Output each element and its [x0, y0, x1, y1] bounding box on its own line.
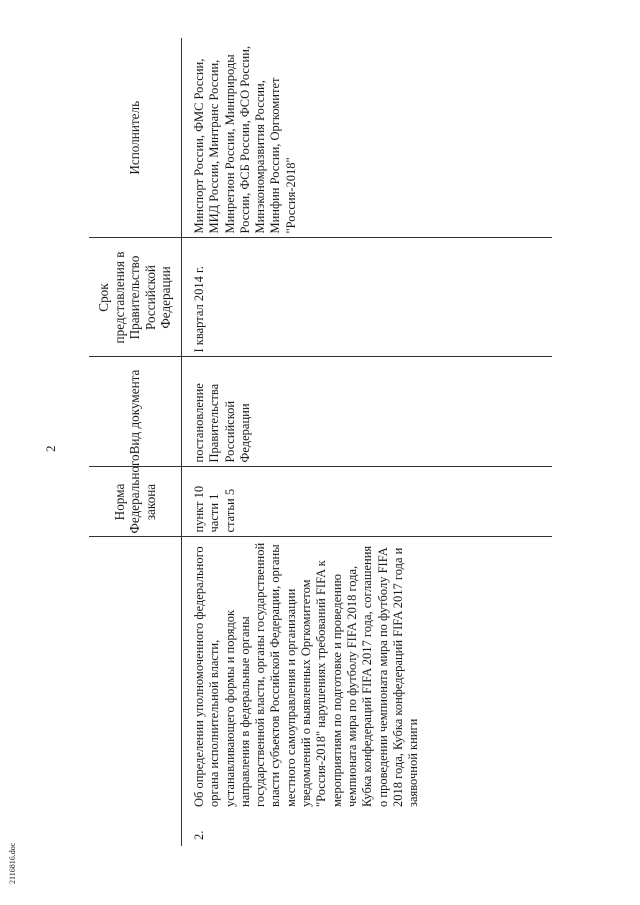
table-row: [182, 38, 553, 846]
header-number: [89, 809, 182, 846]
row-law-norm: пункт 10 части 1 статьи 5: [182, 467, 553, 537]
header-document-type: Вид документа: [89, 357, 182, 467]
page-number: 2: [43, 445, 58, 452]
row-number: 2.: [192, 830, 206, 840]
header-executor: Исполнитель: [89, 38, 182, 238]
row-document-name: Об определении уполномоченного федерального органа исполнительной власти, устанавливающего формы и порядок направления в федеральные органы государственной власти, органы государственной власти субъектов Российской Федерации, органы местного самоуправления и организации уведомлений о выявленных Оргкомитетом "Россия-2018" нарушениях требований FIFA к мероприятиям по подготовке и проведению чемпионата мира по футболу FIFA 2018 года, Кубка конфедераций FIFA 2017 года, соглашения о проведении чемпионата мира по футболу FIFA 2018 года, Кубка конфедераций FIFA 2017 года и заявочной книги: [192, 542, 421, 807]
header-name: [89, 537, 182, 809]
row-document-type: постановление Правительства Российской Федерации: [182, 357, 553, 467]
row-deadline: I квартал 2014 г.: [182, 238, 553, 357]
table-header-row: [89, 38, 182, 846]
document-table-sheet: [89, 38, 551, 846]
header-law-norm: Норма Федерального закона: [89, 467, 182, 537]
row-executor: Минспорт России, ФМС России, МИД России, Минтранс России, Минрегион России, Минприроды России, ФСБ России, ФСО России, Минэкономразвития России, Минфин России, Оргкомитет "Россия-2018": [182, 38, 553, 238]
regulations-table: [89, 38, 552, 846]
header-deadline: Срок представления в Правительство Российской Федерации: [89, 238, 182, 357]
document-file-code: 2116816.doc: [8, 842, 17, 884]
